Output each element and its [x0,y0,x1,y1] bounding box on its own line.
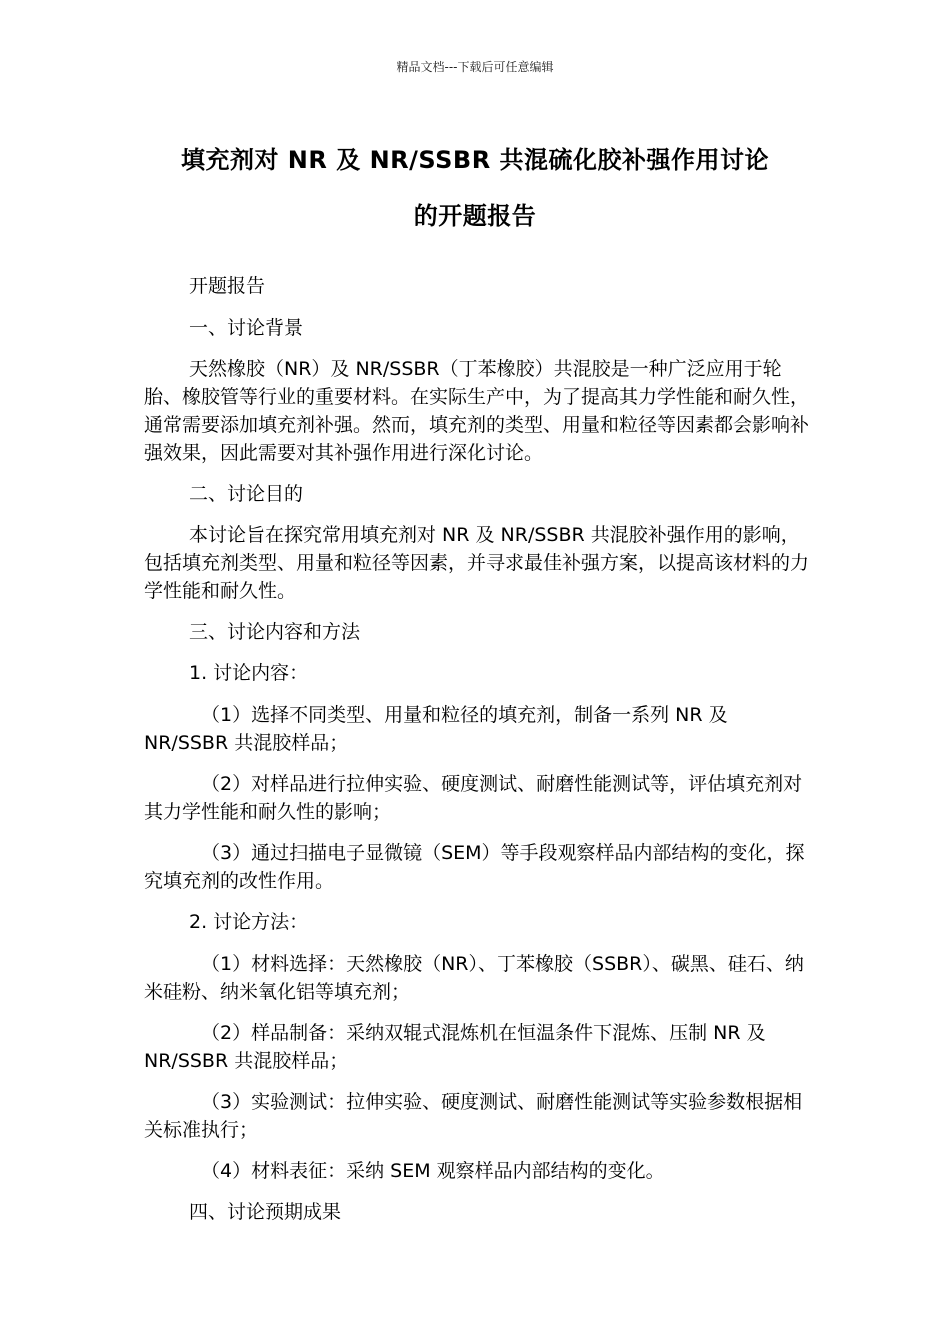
section-heading-content-method: 三、讨论内容和方法 [189,621,361,643]
paragraph-purpose: 本讨论旨在探究常用填充剂对 NR 及 NR/SSBR 共混胶补强作用的影响，包括填充剂类型、用量和粒径等因素，并寻求最佳补强方案，以提高该材料的力学性能和耐久性。 [144,524,810,602]
method-item-1: （1）材料选择：天然橡胶（NR）、丁苯橡胶（SSBR）、碳黑、硅石、纳米硅粉、纳米氧化铝等填充剂； [144,953,804,1003]
content-item-1: （1）选择不同类型、用量和粒径的填充剂，制备一系列 NR 及 NR/SSBR 共混胶样品； [144,704,728,754]
document-title-line-2: 的开题报告 [413,202,537,230]
subheading-content: 1. 讨论内容： [189,662,309,684]
paragraph-background: 天然橡胶（NR）及 NR/SSBR（丁苯橡胶）共混胶是一种广泛应用于轮胎、橡胶管等行业的重要材料。在实际生产中，为了提高其力学性能和耐久性，通常需要添加填充剂补强。然而，填充剂的类型、用量和粒径等因素都会影响补强效果，因此需要对其补强作用进行深化讨论。 [144,358,810,464]
report-label: 开题报告 [189,275,266,297]
content-item-3: （3）通过扫描电子显微镜（SEM）等手段观察样品内部结构的变化，探究填充剂的改性作用。 [144,842,805,892]
section-heading-purpose: 二、讨论目的 [189,483,304,505]
header-note: 精品文档---下载后可任意编辑 [396,60,554,74]
content-item-2: （2）对样品进行拉伸实验、硬度测试、耐磨性能测试等，评估填充剂对其力学性能和耐久性的影响； [144,773,803,823]
document-title-line-1: 填充剂对 NR 及 NR/SSBR 共混硫化胶补强作用讨论 [180,146,770,174]
section-heading-background: 一、讨论背景 [189,317,304,339]
method-item-2: （2）样品制备：采纳双辊式混炼机在恒温条件下混炼、压制 NR 及 NR/SSBR 共混胶样品； [144,1022,766,1072]
method-item-4: （4）材料表征：采纳 SEM 观察样品内部结构的变化。 [201,1160,665,1182]
subheading-method: 2. 讨论方法： [189,911,309,933]
section-heading-expected-results: 四、讨论预期成果 [189,1201,342,1223]
method-item-3: （3）实验测试：拉伸实验、硬度测试、耐磨性能测试等实验参数根据相关标准执行； [144,1091,803,1141]
